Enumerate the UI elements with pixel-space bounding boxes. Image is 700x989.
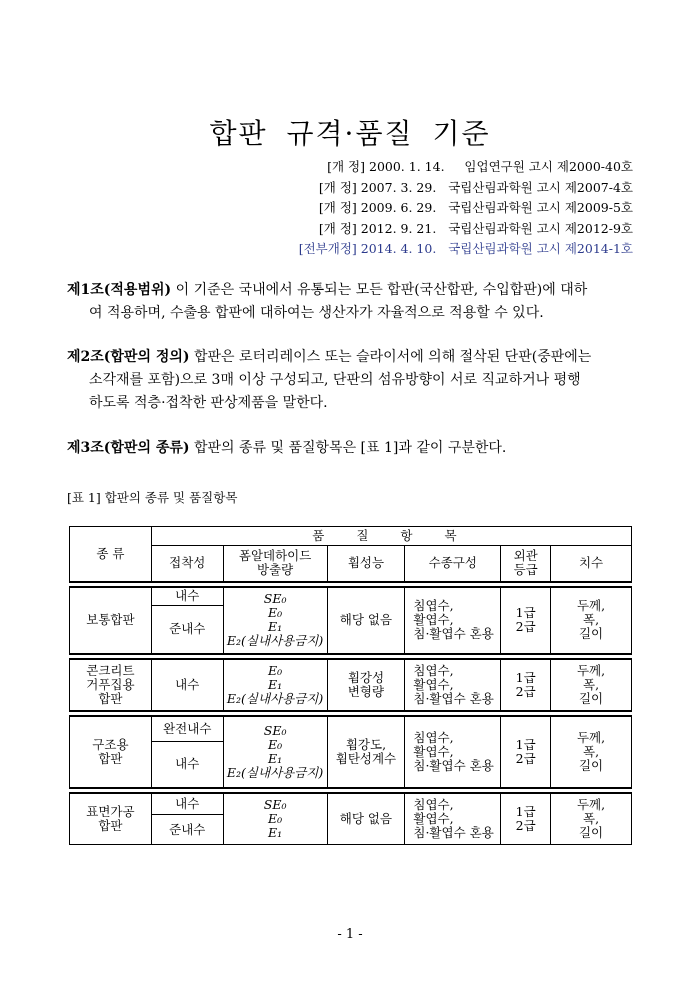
table-caption: [표 1] 합판의 종류 및 품질항목 <box>67 490 238 505</box>
plywood-quality-table <box>69 526 632 845</box>
appearance-cell: 1급 2급 <box>501 793 551 845</box>
dimension-cell: 두께, 폭, 길이 <box>551 659 632 711</box>
amendment-row: [개 정] 2012. 9. 21. 국립산림과학원 고시 제2012-9호 <box>318 220 633 236</box>
header-formaldehyde: 폼알데하이드 방출량 <box>223 546 327 582</box>
article-text: 이 기준은 국내에서 유통되는 모든 합판(국산합판, 수입합판)에 대하 <box>171 282 588 298</box>
species-cell: 침엽수, 활엽수, 침·활엽수 혼용 <box>405 716 501 788</box>
header-adhesion: 접착성 <box>151 546 223 582</box>
adhesion-cell: 내수 <box>151 659 223 711</box>
kind-cell: 구조용 합판 <box>70 716 152 788</box>
amendment-row: [개 정] 2007. 3. 29. 국립산림과학원 고시 제2007-4호 <box>318 179 633 195</box>
article-1 <box>67 279 637 325</box>
article-text: 여 적용하며, 수출용 합판에 대하여는 생산자가 자율적으로 적용할 수 있다. <box>89 305 544 321</box>
formaldehyde-cell: SE₀ E₀ E₁ <box>223 793 327 845</box>
kind-cell: 표면가공 합판 <box>70 793 152 845</box>
species-cell: 침엽수, 활엽수, 침·활엽수 혼용 <box>405 659 501 711</box>
adhesion-cell: 준내수 <box>151 606 223 654</box>
appearance-cell: 1급 2급 <box>501 587 551 654</box>
adhesion-cell: 내수 <box>151 587 223 606</box>
formaldehyde-cell: SE₀ E₀ E₁ E₂(실내사용금지) <box>223 716 327 788</box>
amendment-row: [개 정] 2000. 1. 14. 임업연구원 고시 제2000-40호 <box>327 159 633 174</box>
adhesion-cell: 준내수 <box>151 815 223 845</box>
species-cell: 침엽수, 활엽수, 침·활엽수 혼용 <box>405 793 501 845</box>
adhesion-cell: 내수 <box>151 742 223 788</box>
header-quality-items: 품 질 항 목 <box>151 527 631 546</box>
header-dimension: 치수 <box>551 546 632 582</box>
dimension-cell: 두께, 폭, 길이 <box>551 716 632 788</box>
appearance-cell: 1급 2급 <box>501 716 551 788</box>
appearance-cell: 1급 2급 <box>501 659 551 711</box>
formaldehyde-cell: SE₀ E₀ E₁ E₂(실내사용금지) <box>223 587 327 654</box>
kind-cell: 콘크리트 거푸집용 합판 <box>70 659 152 711</box>
article-heading: 제3조(합판의 종류) <box>67 440 190 456</box>
article-text: 소각재를 포함)으로 3매 이상 구성되고, 단판의 섬유방향이 서로 직교하거나 평행 <box>89 372 581 388</box>
article-3 <box>67 437 637 460</box>
page-number: - 1 - <box>337 927 363 942</box>
article-heading: 제1조(적용범위) <box>67 282 172 298</box>
amendment-history <box>299 157 633 260</box>
document-title: 합판 규격·품질 기준 <box>209 117 491 150</box>
adhesion-cell: 완전내수 <box>151 716 223 742</box>
article-text: 합판은 로터리레이스 또는 슬라이서에 의해 절삭된 단판(중판에는 <box>189 349 592 365</box>
article-text: 하도록 적층·접착한 판상제품을 말한다. <box>89 395 328 411</box>
header-appearance: 외관 등급 <box>501 546 551 582</box>
dimension-cell: 두께, 폭, 길이 <box>551 793 632 845</box>
header-bending: 휨성능 <box>327 546 405 582</box>
dimension-cell: 두께, 폭, 길이 <box>551 587 632 654</box>
formaldehyde-cell: E₀ E₁ E₂(실내사용금지) <box>223 659 327 711</box>
bending-cell: 해당 없음 <box>327 587 405 654</box>
amendment-row: [개 정] 2009. 6. 29. 국립산림과학원 고시 제2009-5호 <box>318 200 633 215</box>
article-heading: 제2조(합판의 정의) <box>67 349 190 365</box>
kind-cell: 보통합판 <box>70 587 152 654</box>
header-species: 수종구성 <box>405 546 501 582</box>
bending-cell: 해당 없음 <box>327 793 405 845</box>
article-text: 합판의 종류 및 품질항목은 [표 1]과 같이 구분한다. <box>189 440 507 456</box>
bending-cell: 휨강성 변형량 <box>327 659 405 711</box>
adhesion-cell: 내수 <box>151 793 223 815</box>
species-cell: 침엽수, 활엽수, 침·활엽수 혼용 <box>405 587 501 654</box>
amendment-row-full-revision: [전부개정] 2014. 4. 10. 국립산림과학원 고시 제2014-1호 <box>298 241 633 256</box>
header-kind: 종 류 <box>70 527 152 582</box>
article-2 <box>67 346 637 415</box>
bending-cell: 휨강도, 휨탄성계수 <box>327 716 405 788</box>
